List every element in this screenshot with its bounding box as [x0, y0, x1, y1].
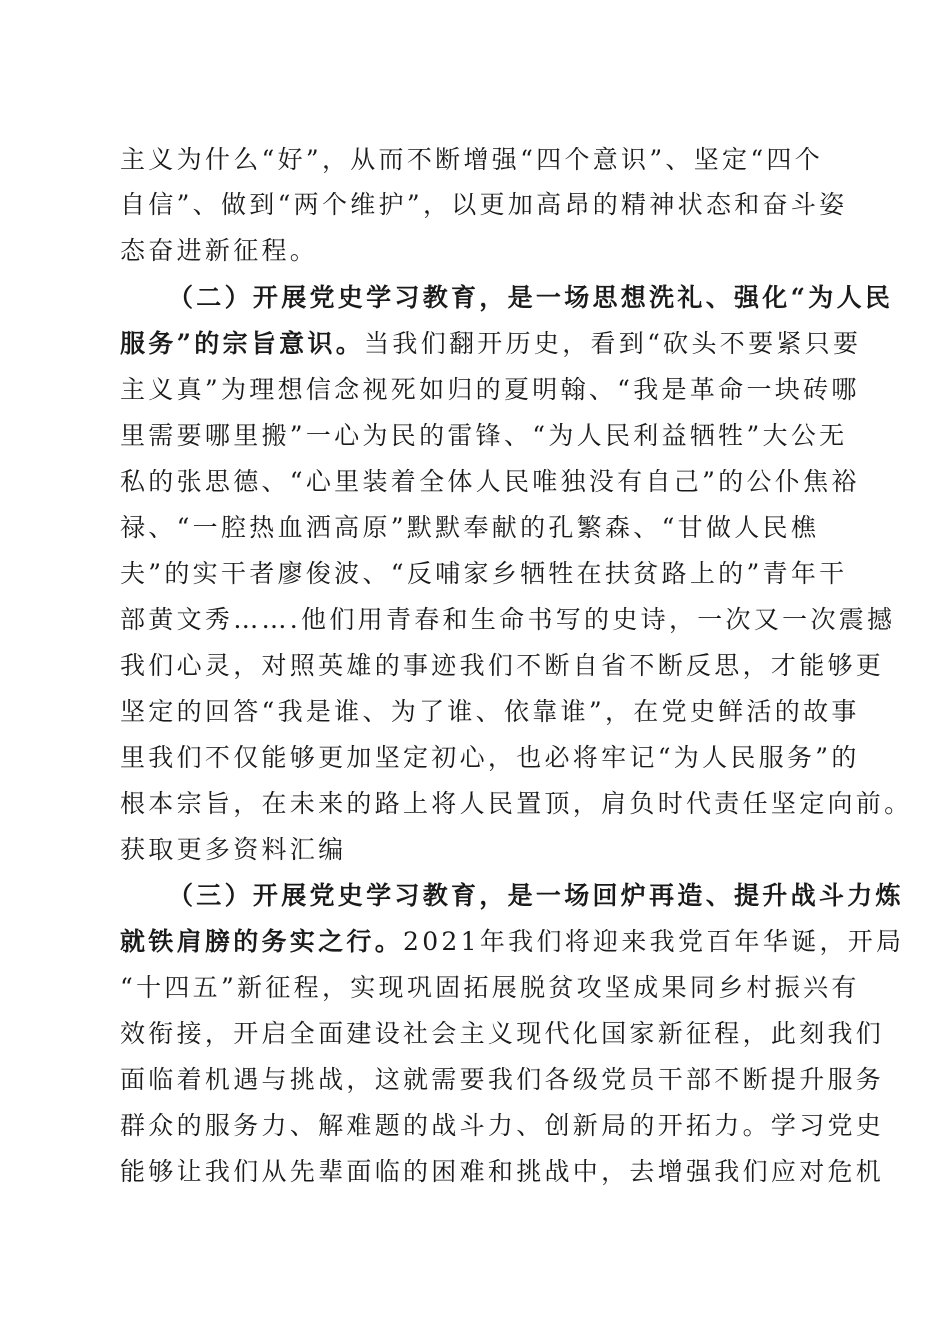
text-span: 坚定的回答“我是谁、为了谁、依靠谁”，在党史鲜活的故事	[120, 697, 860, 726]
text-span: 2021年我们将迎来我党百年华诞，开局	[403, 927, 905, 956]
text-line	[120, 1060, 884, 1100]
text-line	[120, 922, 904, 962]
text-line	[120, 508, 819, 548]
text-span: “十四五”新征程，实现巩固拓展脱贫攻坚成果同乡村振兴有	[120, 973, 860, 1002]
text-line	[120, 324, 861, 364]
text-line	[120, 1152, 884, 1192]
text-span: 里需要哪里搬”一心为民的雷锋、“为人民利益牺牲”大公无	[120, 421, 848, 450]
section-heading-2	[168, 278, 893, 318]
text-line	[120, 554, 847, 594]
text-line	[120, 968, 860, 1008]
text-line	[120, 1106, 884, 1146]
text-line	[120, 140, 823, 180]
text-span: 效衔接，开启全面建设社会主义现代化国家新征程，此刻我们	[120, 1019, 885, 1048]
text-span: 获取更多资料汇编	[120, 835, 347, 864]
heading-text: 就铁肩膀的务实之行。	[120, 927, 404, 956]
text-span: 群众的服务力、解难题的战斗力、创新局的开拓力。学习党史	[120, 1111, 885, 1140]
text-span: 里我们不仅能够更加坚定初心，也必将牢记“为人民服务”的	[120, 743, 860, 772]
section-heading-3	[168, 876, 904, 916]
heading-text: 服务”的宗旨意识。	[120, 329, 365, 358]
text-span: 自信”、做到“两个维护”，以更加高昂的精神状态和奋斗姿	[120, 190, 848, 219]
text-line	[120, 370, 860, 410]
text-span: 态奋进新征程。	[120, 236, 319, 265]
text-span: 我们心灵，对照英雄的事迹我们不断自省不断反思，才能够更	[120, 651, 885, 680]
text-span: 部黄文秀…….他们用青春和生命书写的史诗，一次又一次震撼	[120, 605, 896, 634]
text-span: 面临着机遇与挑战，这就需要我们各级党员干部不断提升服务	[120, 1065, 885, 1094]
text-line	[120, 830, 346, 870]
text-line	[120, 692, 860, 732]
text-span: 私的张思德、“心里装着全体人民唯独没有自己”的公仆焦裕	[120, 467, 860, 496]
text-line	[120, 1014, 884, 1054]
text-span: 根本宗旨，在未来的路上将人民置顶，肩负时代责任坚定向前。	[120, 789, 913, 818]
text-line	[120, 784, 912, 824]
heading-text: （二）开展党史学习教育，是一场思想洗礼、强化“为人民	[168, 283, 894, 312]
text-span: 禄、“一腔热血洒高原”默默奉献的孔繁森、“甘做人民樵	[120, 513, 820, 542]
text-span: 能够让我们从先辈面临的困难和挑战中，去增强我们应对危机	[120, 1157, 885, 1186]
text-line	[120, 646, 884, 686]
text-span: 当我们翻开历史，看到“砍头不要紧只要	[364, 329, 862, 358]
text-line	[120, 416, 847, 456]
text-span: 主义为什么“好”，从而不断增强“四个意识”、坚定“四个	[120, 145, 824, 174]
text-line	[120, 738, 860, 778]
text-line	[120, 462, 860, 502]
text-line	[120, 185, 847, 225]
text-line	[120, 231, 318, 271]
text-line	[120, 600, 895, 640]
text-span: 主义真”为理想信念视死如归的夏明翰、“我是革命一块砖哪	[120, 375, 860, 404]
text-span: 夫”的实干者廖俊波、“反哺家乡牺牲在扶贫路上的”青年干	[120, 559, 848, 588]
heading-text: （三）开展党史学习教育，是一场回炉再造、提升战斗力炼	[168, 881, 904, 910]
